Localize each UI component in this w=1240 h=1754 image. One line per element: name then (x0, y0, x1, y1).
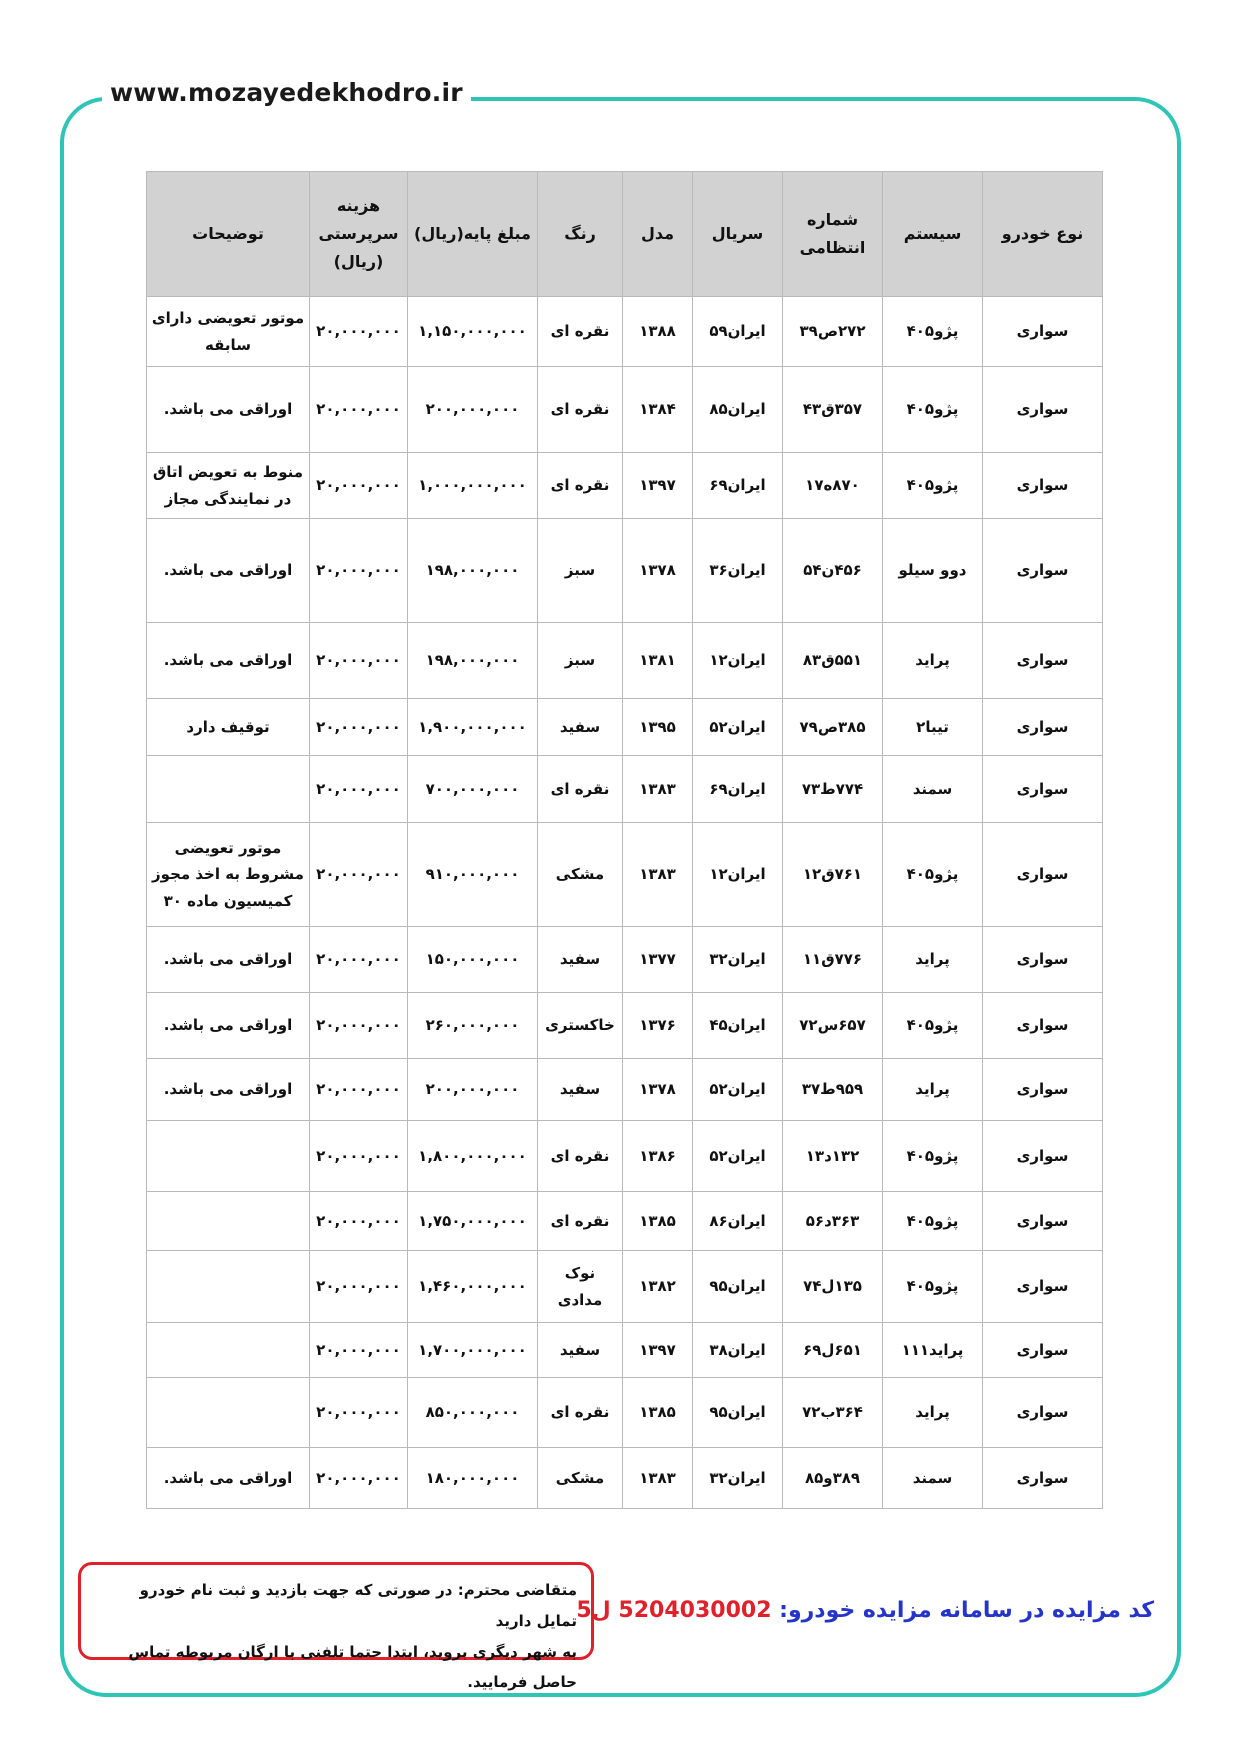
table-cell: ۲۰,۰۰۰,۰۰۰ (310, 699, 408, 756)
table-cell: ۳۸۹و۸۵ (783, 1448, 883, 1509)
table-row (147, 993, 1103, 1059)
table-cell: نقره ای (538, 756, 623, 823)
table-cell: ۴۵۶ن۵۴ (783, 519, 883, 623)
table-cell: ایران۳۲ (693, 1448, 783, 1509)
table-cell: ایران۵۲ (693, 1121, 783, 1192)
column-header: سریال (693, 172, 783, 297)
table-header (147, 172, 1103, 297)
table-cell: ۸۵۰,۰۰۰,۰۰۰ (408, 1378, 538, 1448)
table-cell: ایران۵۹ (693, 297, 783, 367)
table-cell: پراید (883, 927, 983, 993)
table-row (147, 823, 1103, 927)
table-cell: اوراقی می باشد. (147, 519, 310, 623)
column-header: شماره انتظامی (783, 172, 883, 297)
column-header: توضیحات (147, 172, 310, 297)
table-cell: ۲۰۰,۰۰۰,۰۰۰ (408, 1059, 538, 1121)
table-cell: ۱۳۸۳ (623, 823, 693, 927)
table-cell: دوو سیلو (883, 519, 983, 623)
table-cell: ۱۳۲د۱۳ (783, 1121, 883, 1192)
table-cell: ۵۵۱ق۸۳ (783, 623, 883, 699)
table-cell: پژو۴۰۵ (883, 1121, 983, 1192)
table-cell: ۳۵۷ق۴۳ (783, 367, 883, 453)
table-cell: سواری (983, 297, 1103, 367)
table-cell: ۸۷۰ه۱۷ (783, 453, 883, 519)
table-cell: ۱۳۸۵ (623, 1378, 693, 1448)
table-row (147, 623, 1103, 699)
table-cell: نقره ای (538, 1192, 623, 1251)
table-cell: سواری (983, 519, 1103, 623)
table-cell: ۱۳۸۶ (623, 1121, 693, 1192)
table-cell: ۱۳۸۵ (623, 1192, 693, 1251)
table-cell: ایران۴۵ (693, 993, 783, 1059)
table-cell: پراید۱۱۱ (883, 1323, 983, 1378)
table-row (147, 1192, 1103, 1251)
table-cell (147, 1192, 310, 1251)
table-cell: ایران۶۹ (693, 453, 783, 519)
table-cell: ۱۳۹۵ (623, 699, 693, 756)
table-cell: ۱۳۸۸ (623, 297, 693, 367)
table-cell: سواری (983, 1121, 1103, 1192)
table-cell: ۲۰,۰۰۰,۰۰۰ (310, 1323, 408, 1378)
table-cell: سواری (983, 1192, 1103, 1251)
table-cell: پژو۴۰۵ (883, 297, 983, 367)
table-cell: ۲۰,۰۰۰,۰۰۰ (310, 1448, 408, 1509)
table-cell: ۱۹۸,۰۰۰,۰۰۰ (408, 623, 538, 699)
table-cell: ۲۶۰,۰۰۰,۰۰۰ (408, 993, 538, 1059)
table-cell: ۱,۷۰۰,۰۰۰,۰۰۰ (408, 1323, 538, 1378)
table-row (147, 1323, 1103, 1378)
table-cell: ۱,۷۵۰,۰۰۰,۰۰۰ (408, 1192, 538, 1251)
table-cell: ۱۳۸۳ (623, 1448, 693, 1509)
table-cell: اوراقی می باشد. (147, 367, 310, 453)
table-cell: ۲۰,۰۰۰,۰۰۰ (310, 1378, 408, 1448)
table-cell: ایران۹۵ (693, 1251, 783, 1323)
table-row (147, 1121, 1103, 1192)
table-cell: ایران۳۸ (693, 1323, 783, 1378)
table-row (147, 927, 1103, 993)
table-cell: ایران۳۶ (693, 519, 783, 623)
table-cell: ۶۵۷س۷۲ (783, 993, 883, 1059)
table-cell: نوک مدادی (538, 1251, 623, 1323)
table-cell: سواری (983, 623, 1103, 699)
table-cell: ۲۰,۰۰۰,۰۰۰ (310, 823, 408, 927)
table-cell: سواری (983, 1323, 1103, 1378)
table-cell: سواری (983, 927, 1103, 993)
site-url: www.mozayedekhodro.ir (102, 78, 471, 107)
table-cell: نقره ای (538, 453, 623, 519)
table-cell: ۱۳۸۳ (623, 756, 693, 823)
table-cell: پژو۴۰۵ (883, 453, 983, 519)
vehicle-auction-table (146, 171, 1103, 1509)
table-cell: موتور تعویضی دارای سابقه (147, 297, 310, 367)
table-row (147, 297, 1103, 367)
column-header: مبلغ پایه(ریال) (408, 172, 538, 297)
column-header: مدل (623, 172, 693, 297)
table-row (147, 699, 1103, 756)
table-cell: ایران۸۵ (693, 367, 783, 453)
table-cell: اوراقی می باشد. (147, 1448, 310, 1509)
notice-line-1: متقاضی محترم: در صورتی که جهت بازدید و ثبت نام خودرو تمایل دارید (139, 1581, 577, 1630)
table-cell: ۳۶۴ب۷۲ (783, 1378, 883, 1448)
table-cell: مشکی (538, 823, 623, 927)
table-cell (147, 1251, 310, 1323)
table-cell: اوراقی می باشد. (147, 623, 310, 699)
table-cell: سفید (538, 699, 623, 756)
table-cell: ۱۳۵ل۷۴ (783, 1251, 883, 1323)
table-cell: ۲۰,۰۰۰,۰۰۰ (310, 993, 408, 1059)
table-cell: ۲۰,۰۰۰,۰۰۰ (310, 1059, 408, 1121)
table-cell: پراید (883, 623, 983, 699)
table-cell: اوراقی می باشد. (147, 993, 310, 1059)
table-cell: ۲۰,۰۰۰,۰۰۰ (310, 1121, 408, 1192)
table-cell: نقره ای (538, 1121, 623, 1192)
table-cell: ایران۱۲ (693, 823, 783, 927)
table-cell (147, 756, 310, 823)
table-cell: ۲۰,۰۰۰,۰۰۰ (310, 756, 408, 823)
table-cell: سمند (883, 756, 983, 823)
table-cell: سمند (883, 1448, 983, 1509)
table-cell: ۲۰۰,۰۰۰,۰۰۰ (408, 367, 538, 453)
table-cell: ۲۰,۰۰۰,۰۰۰ (310, 453, 408, 519)
table-cell (147, 1323, 310, 1378)
table-cell: نقره ای (538, 1378, 623, 1448)
table-cell: ۶۵۱ل۶۹ (783, 1323, 883, 1378)
table-cell: ۱,۱۵۰,۰۰۰,۰۰۰ (408, 297, 538, 367)
table-cell: ۱۳۹۷ (623, 453, 693, 519)
table-cell: ۹۵۹ط۳۷ (783, 1059, 883, 1121)
table-cell: پژو۴۰۵ (883, 993, 983, 1059)
auction-code (576, 1598, 1154, 1623)
notice-line-2: به شهر دیگری بروید، ابتدا حتما تلفنی با ارگان مربوطه تماس حاصل فرمایید. (128, 1642, 577, 1692)
table-cell: ۹۱۰,۰۰۰,۰۰۰ (408, 823, 538, 927)
table-cell: ۲۰,۰۰۰,۰۰۰ (310, 1192, 408, 1251)
table-cell: تیبا۲ (883, 699, 983, 756)
table-cell: سواری (983, 1448, 1103, 1509)
table-cell (147, 1378, 310, 1448)
table-row (147, 1378, 1103, 1448)
table-row (147, 756, 1103, 823)
table-cell: سواری (983, 367, 1103, 453)
table-cell: پراید (883, 1059, 983, 1121)
table-cell: ۱۳۸۱ (623, 623, 693, 699)
table-cell: ۱۳۷۸ (623, 1059, 693, 1121)
table-cell: سفید (538, 1323, 623, 1378)
table-cell: سبز (538, 623, 623, 699)
table-cell: ۷۷۶ق۱۱ (783, 927, 883, 993)
table-cell: موتور تعویضی مشروط به اخذ مجوز کمیسیون ماده ۳۰ (147, 823, 310, 927)
table-cell: ۱۳۷۸ (623, 519, 693, 623)
table-body (147, 297, 1103, 1509)
auction-code-suffix: ل5 (576, 1598, 611, 1623)
table-cell: خاکستری (538, 993, 623, 1059)
table-cell: ۷۶۱ق۱۲ (783, 823, 883, 927)
table-cell: سواری (983, 756, 1103, 823)
table-cell: ۲۰,۰۰۰,۰۰۰ (310, 519, 408, 623)
table-cell: سواری (983, 1251, 1103, 1323)
table-cell: ۲۰,۰۰۰,۰۰۰ (310, 297, 408, 367)
table-cell: سبز (538, 519, 623, 623)
table-cell (147, 1121, 310, 1192)
auction-code-label: کد مزایده در سامانه مزایده خودرو: (779, 1598, 1154, 1623)
table-cell: سواری (983, 1378, 1103, 1448)
table-header-row (147, 172, 1103, 297)
column-header: نوع خودرو (983, 172, 1103, 297)
table-cell: سواری (983, 1059, 1103, 1121)
table-cell: اوراقی می باشد. (147, 1059, 310, 1121)
column-header: هزینه سرپرستی (ریال) (310, 172, 408, 297)
table-cell: ۲۰,۰۰۰,۰۰۰ (310, 623, 408, 699)
table-cell: نقره ای (538, 367, 623, 453)
table-cell: پژو۴۰۵ (883, 1251, 983, 1323)
table-cell: سواری (983, 453, 1103, 519)
table-row (147, 367, 1103, 453)
table-cell: منوط به تعویض اتاق در نمایندگی مجاز (147, 453, 310, 519)
table-cell: ۱,۸۰۰,۰۰۰,۰۰۰ (408, 1121, 538, 1192)
table-row (147, 1059, 1103, 1121)
table-cell: پژو۴۰۵ (883, 367, 983, 453)
table-cell: ۱,۹۰۰,۰۰۰,۰۰۰ (408, 699, 538, 756)
table-cell: ایران۵۲ (693, 699, 783, 756)
table-cell: ایران۹۵ (693, 1378, 783, 1448)
table-cell: پژو۴۰۵ (883, 1192, 983, 1251)
table-cell: سواری (983, 823, 1103, 927)
table-row (147, 519, 1103, 623)
table-cell: سواری (983, 993, 1103, 1059)
table-cell: ۱,۰۰۰,۰۰۰,۰۰۰ (408, 453, 538, 519)
column-header: رنگ (538, 172, 623, 297)
table-cell: توقیف دارد (147, 699, 310, 756)
table-cell: اوراقی می باشد. (147, 927, 310, 993)
table-cell: ۱۵۰,۰۰۰,۰۰۰ (408, 927, 538, 993)
table-cell: ۷۰۰,۰۰۰,۰۰۰ (408, 756, 538, 823)
table-cell: سفید (538, 1059, 623, 1121)
table-cell: سفید (538, 927, 623, 993)
table-cell: سواری (983, 699, 1103, 756)
table-cell: ۱۹۸,۰۰۰,۰۰۰ (408, 519, 538, 623)
table-cell: ایران۵۲ (693, 1059, 783, 1121)
table-row (147, 1251, 1103, 1323)
table-cell: نقره ای (538, 297, 623, 367)
table-cell: ۱,۴۶۰,۰۰۰,۰۰۰ (408, 1251, 538, 1323)
table-cell: پژو۴۰۵ (883, 823, 983, 927)
auction-code-number: 5204030002 (618, 1598, 772, 1623)
table-cell: ۳۶۳د۵۶ (783, 1192, 883, 1251)
table-cell: ۱۳۷۶ (623, 993, 693, 1059)
table-cell: ایران۸۶ (693, 1192, 783, 1251)
table-cell: ایران۶۹ (693, 756, 783, 823)
column-header: سیستم (883, 172, 983, 297)
table-cell: پراید (883, 1378, 983, 1448)
table-cell: ۲۰,۰۰۰,۰۰۰ (310, 367, 408, 453)
table-cell: ۲۷۲ص۳۹ (783, 297, 883, 367)
table-cell: ۳۸۵ص۷۹ (783, 699, 883, 756)
table-cell: ۲۰,۰۰۰,۰۰۰ (310, 1251, 408, 1323)
table-cell: مشکی (538, 1448, 623, 1509)
table-cell: ۱۳۸۲ (623, 1251, 693, 1323)
table-row (147, 453, 1103, 519)
table-cell: ۱۳۹۷ (623, 1323, 693, 1378)
table-cell: ایران۳۲ (693, 927, 783, 993)
notice-box (78, 1562, 594, 1692)
table-row (147, 1448, 1103, 1509)
table-cell: ۱۸۰,۰۰۰,۰۰۰ (408, 1448, 538, 1509)
table-cell: ۷۷۴ط۷۳ (783, 756, 883, 823)
table-cell: ۱۳۸۴ (623, 367, 693, 453)
table-cell: ۱۳۷۷ (623, 927, 693, 993)
table-cell: ۲۰,۰۰۰,۰۰۰ (310, 927, 408, 993)
table-cell: ایران۱۲ (693, 623, 783, 699)
